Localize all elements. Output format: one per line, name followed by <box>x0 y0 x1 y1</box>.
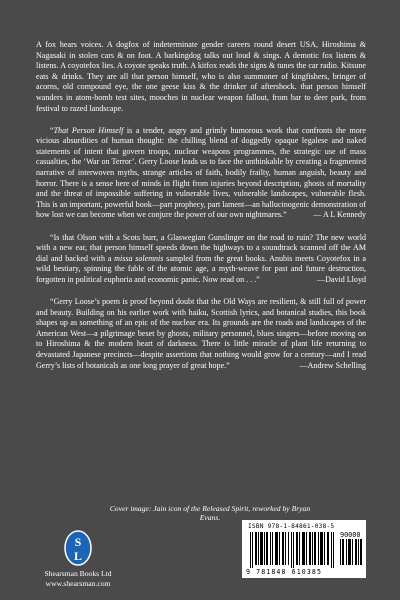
cover-image-credit: Cover image: Jain icon of the Released Spirit, reworked by Bryan Evans. <box>109 504 311 522</box>
svg-text:S: S <box>74 535 82 549</box>
quote-lloyd-body-2: sampled from the great books. Anubis meets Coyotefox in a wild bestiary, spinning the fable of the atomic age, a myth-weave for past and future destruction, forgotten in political euphoria and economic panic. Now read on . . .” <box>36 253 367 284</box>
quote-lloyd-emphasis: missa solemnis <box>114 253 164 263</box>
quote-lloyd-attribution: —David Lloyd <box>317 274 366 284</box>
quote-schelling-body: “Gerry Loose’s poem is proof beyond doubt that the Old Ways are resilient, & still full of power and beauty. Building on his earlier work with haiku, Scottish lyrics, and botanical studies, this book shapes up as something of an epic of the nuclear era. Its grounds are the roads and landscapes of the American West—a pilgrimage beset by ghosts, military personnel, blues singers—before moving on to Hiroshima & the modern heart of darkness. There is little miracle of plant life returning to devastated Japanese precincts—despite assertions that nothing would grow for a century—and I read Gerry’s lists of botanicals as one long prayer of great hope.” <box>36 296 366 370</box>
quote-schelling-attribution: —Andrew Schelling <box>299 360 366 370</box>
publisher-logo <box>36 529 120 589</box>
quote-schelling <box>36 297 366 371</box>
publisher-website[interactable]: www.shearsman.com <box>45 579 111 588</box>
svg-text:L: L <box>73 549 83 563</box>
quote-kennedy: “That Person Himself is a tender, angry and grimly humorous work that confronts the more vicious absurdities of human thought: the chilling blend of doggedly opaque legalese and naked statements of intent that govern troops, nuclear weapons programmes, the strategic use of mass casualties, the ‘War on Terror’. Gerry Loose leads us to face the unthinkable by creating a fragmented narrative of interwoven myths, strange articles of faith, bodily frailty, human anguish, beauty and horror. There is a sense here of minds in flight from injuries beyond description, ghosts of mortality and the threat of impossible suffering in vulnerable lives, vulnerable landscapes, vulnerable flesh. This is an important, powerful book—part prophecy, part lament—an hallucinogenic demonstration of how lost we can become when we conjure the power of our own nightmares.” — A L Kennedy <box>36 125 366 220</box>
price-barcode-icon <box>339 539 363 565</box>
quote-kennedy-attribution: — A L Kennedy <box>313 210 366 220</box>
price-code: 90000 <box>340 531 361 539</box>
isbn-barcode <box>242 520 366 578</box>
shearsman-logo-icon <box>63 529 93 567</box>
publisher-name: Shearsman Books Ltd <box>44 569 112 578</box>
quote-kennedy-body: is a tender, angry and grimly humorous work that confronts the more vicious absurdities of human thought: the chilling blend of doggedly opaque legalese and naked statements of intent that govern troops, nuclear weapons programmes, the strategic use of mass casualties, the ‘War on Terror’. Gerry Loose leads us to face the unthinkable by creating a fragmented narrative of interwoven myths, strange articles of faith, bodily frailty, human anguish, beauty and horror. There is a sense here of minds in flight from injuries beyond description, ghosts of mortality and the threat of impossible suffering in vulnerable lives, vulnerable landscapes, vulnerable flesh. This is an important, powerful book—part prophecy, part lament—an hallucinogenic demonstration of how lost we can become when we conjure the power of our own nightmares.” <box>36 125 366 220</box>
quote-lloyd-body-1: “Is that Olson with a Scots burr, a Glaswegian Gunslinger on the road to ruin? The new world with a new ear, that person himself speeds down the highways to a soundtrack scanned off the AM dial and backed with a <box>36 232 366 263</box>
blurb-text <box>36 40 366 383</box>
isbn-text: ISBN 978-1-84861-038-5 <box>248 523 335 530</box>
barcode-icon <box>248 532 336 568</box>
quote-lloyd <box>36 233 366 286</box>
quote-kennedy-title: That Person Himself <box>53 125 124 135</box>
intro-paragraph: A fox hears voices. A dogfox of indeterminate gender careers round desert USA, Hiroshima & Nagasaki in stolen cars & on foot. A barkingdog talks out loud & sings. A demotic fox listens & listens. A coyotefox lies. A coyote speaks truth. A kitfox reads the signs & tunes the car radio. Kitsune eats & drinks. They are all that person himself, who is also summoner of kingfishers, bringer of acorns, old compound eye, the one geese kiss & the drinker of aftershock. that person himself wanders in atom-bomb test sites, mooches in nuclear weapon fallout, from bar to deer park, from festival to razed landscape. <box>36 40 366 113</box>
ean-digits: 9 781848 610385 <box>246 568 323 576</box>
